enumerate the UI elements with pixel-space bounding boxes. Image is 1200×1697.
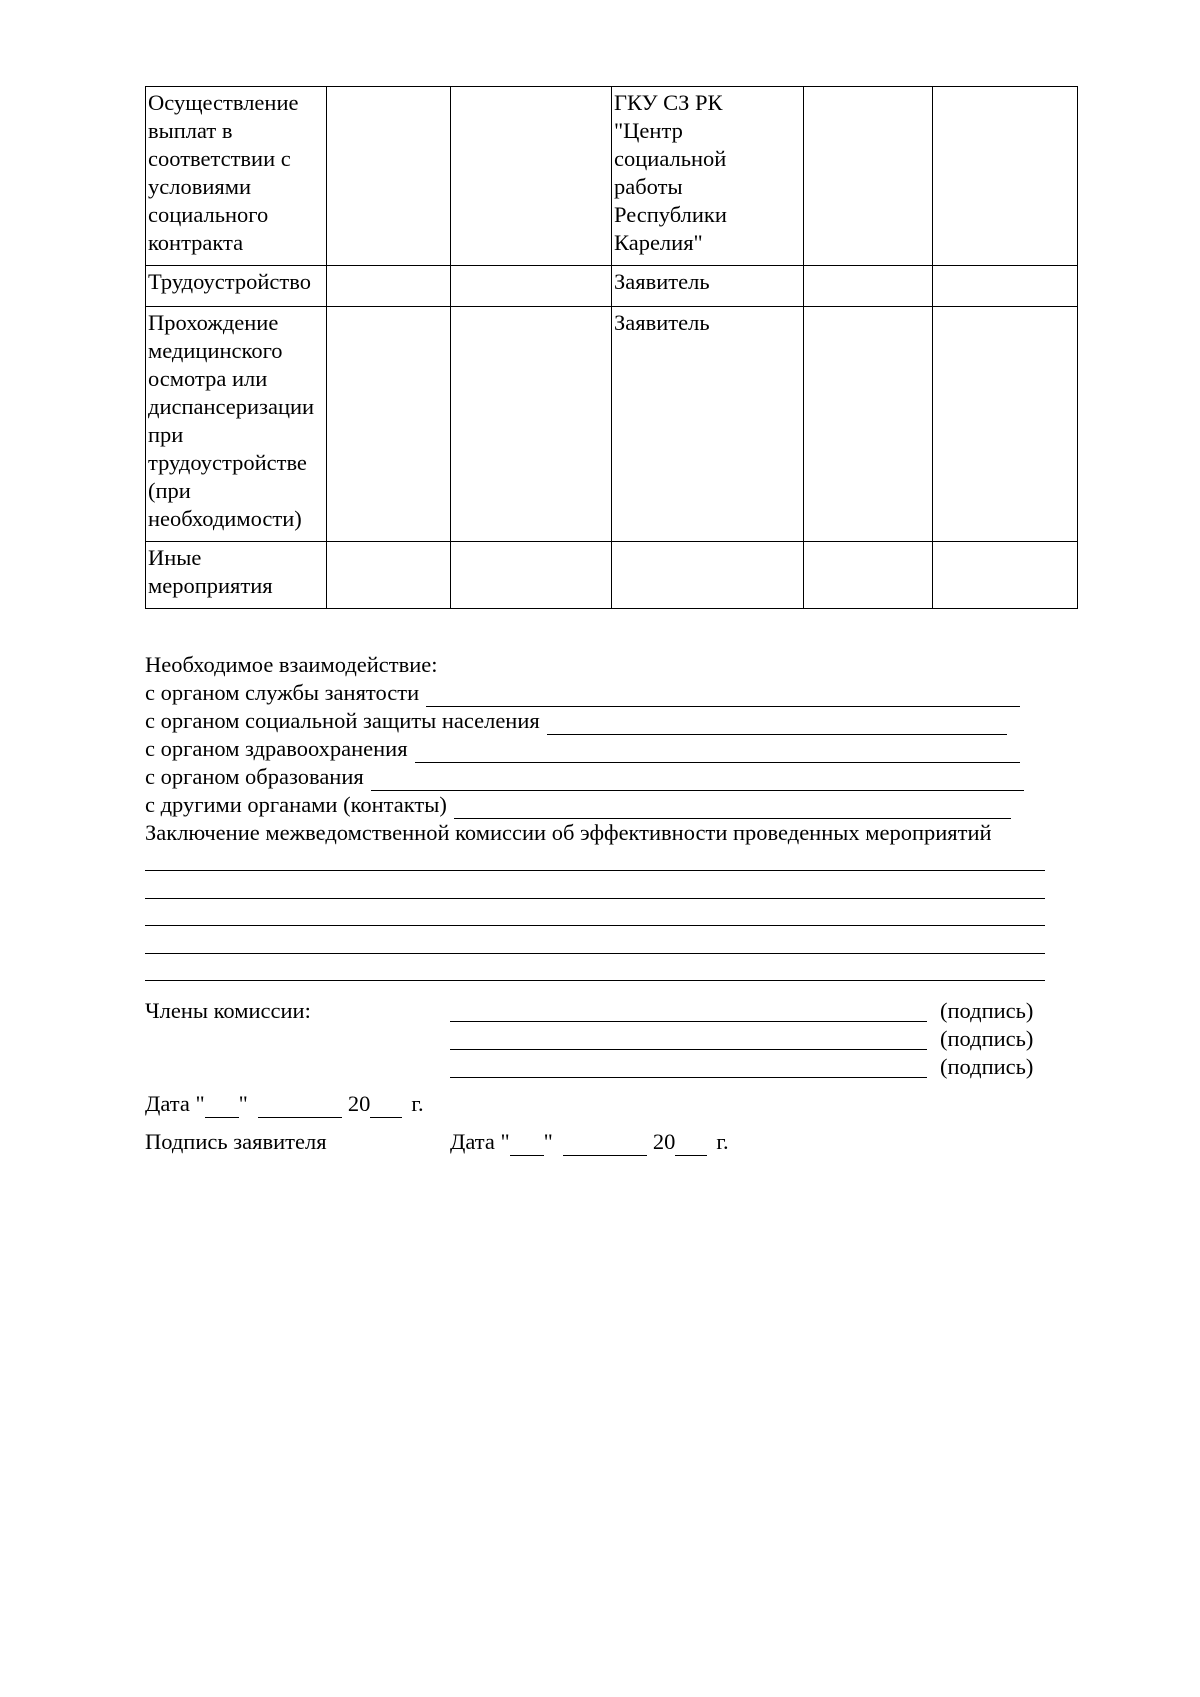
table-cell [612,307,804,542]
applicant-date-label: Дата " [450,1129,510,1154]
conclusion-line [145,871,1045,899]
table-cell [933,307,1078,542]
date-label: Дата " [145,1091,205,1116]
interaction-education-line: с органом образования [145,763,1075,791]
cell-text: Осуществление выплат в соответствии с условиями социального контракта [148,90,299,255]
table-cell [933,266,1078,307]
table-cell [933,87,1078,266]
cell-text: Трудоустройство [148,269,311,294]
applicant-year-blank [675,1134,707,1156]
applicant-month-blank [563,1134,647,1156]
activities-table [145,86,1078,609]
table-cell [804,542,933,609]
signature-line [450,1049,927,1050]
cell-text: ГКУ СЗ РК "Центр социальной работы Республики Карелия" [614,90,727,255]
table-cell [146,87,327,266]
date-line [145,1090,424,1118]
interaction-employment-line: с органом службы занятости [145,679,1075,707]
cell-text: Заявитель [614,269,710,294]
conclusion-line [145,899,1045,927]
applicant-quote-close: " [543,1129,553,1154]
conclusion-line [145,926,1045,954]
month-blank [258,1096,342,1118]
table-cell [146,307,327,542]
conclusion-blank-lines [145,844,1045,981]
table-cell [451,307,612,542]
health-fill-line [415,741,1020,763]
commission-signatures [145,997,1045,1081]
table-cell [327,542,451,609]
table-cell [451,542,612,609]
applicant-year-suffix: г. [716,1129,729,1154]
interaction-other-line: с другими органами (контакты) [145,791,1075,819]
signature-row [145,997,1045,1025]
table-cell [804,307,933,542]
applicant-signature-label-row [145,1128,327,1156]
social-protection-fill-line [547,713,1007,735]
applicant-year-prefix: 20 [652,1129,676,1154]
applicant-signature-label: Подпись заявителя [145,1129,327,1154]
other-fill-line [454,797,1011,819]
table-cell [327,266,451,307]
year-blank [370,1096,402,1118]
table-row [146,266,1078,307]
signature-line [450,1021,927,1022]
table-cell [612,87,804,266]
education-fill-line [371,769,1024,791]
table-row [146,542,1078,609]
cell-text: Заявитель [614,310,710,335]
conclusion-heading: Заключение межведомственной комиссии об эффективности проведенных мероприятий [145,820,992,845]
interaction-section [145,651,1075,847]
date-quote-close: " [238,1091,248,1116]
applicant-day-blank [510,1134,544,1156]
cell-text: Иные мероприятия [148,545,273,598]
table-cell [804,266,933,307]
day-blank [205,1096,239,1118]
table-cell [327,307,451,542]
conclusion-line [145,954,1045,982]
signature-row [145,1053,1045,1081]
table-cell [804,87,933,266]
table-cell [451,266,612,307]
year-prefix: 20 [347,1091,371,1116]
table-cell [146,542,327,609]
signature-caption: (подпись) [940,998,1034,1023]
table-cell [612,266,804,307]
signature-caption: (подпись) [940,1054,1034,1079]
signature-caption: (подпись) [940,1026,1034,1051]
table-cell [451,87,612,266]
conclusion-line [145,844,1045,871]
year-suffix: г. [411,1091,424,1116]
interaction-health-line: с органом здравоохранения [145,735,1075,763]
applicant-date-line [450,1128,729,1156]
signature-row [145,1025,1045,1053]
interaction-social-line: с органом социальной защиты населения [145,707,1075,735]
employment-fill-line [426,685,1020,707]
table-row [146,87,1078,266]
interaction-heading: Необходимое взаимодействие: [145,652,438,677]
table-cell [146,266,327,307]
table-row [146,307,1078,542]
cell-text: Прохождение медицинского осмотра или диспансеризации при трудоустройстве (при необходимости) [148,310,315,531]
table-cell [327,87,451,266]
table-cell [612,542,804,609]
table-cell [933,542,1078,609]
members-label: Члены комиссии: [145,998,311,1023]
signature-line [450,1077,927,1078]
